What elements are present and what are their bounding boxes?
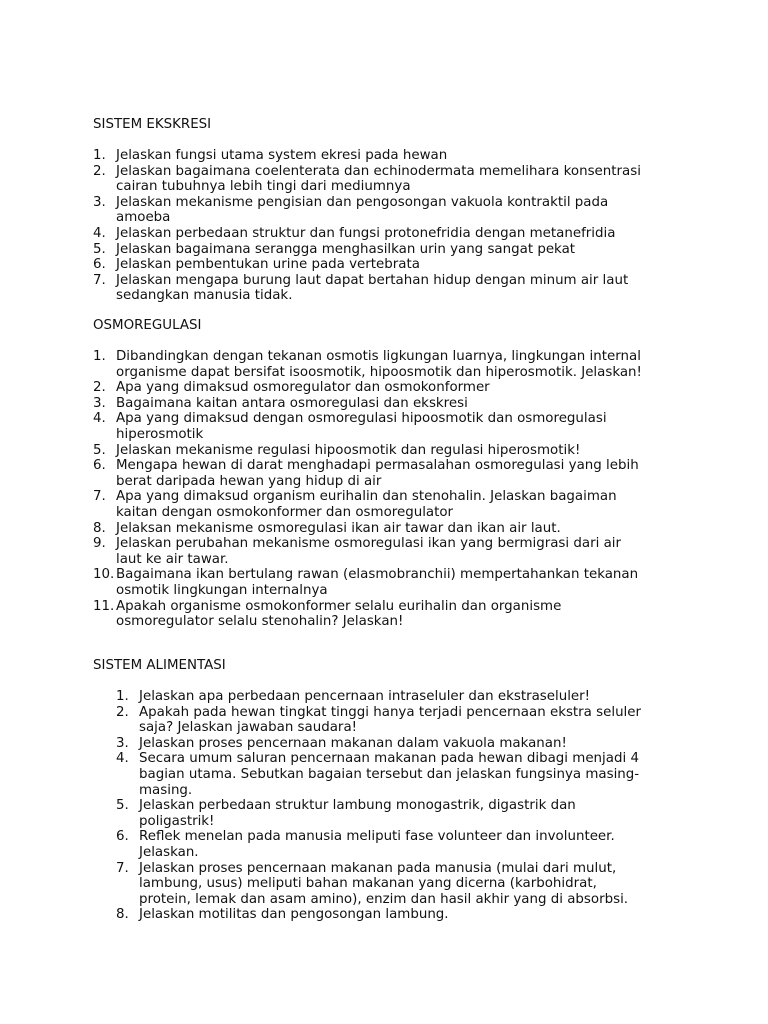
item-text-line: saja? Jelaskan jawaban saudara! — [139, 720, 358, 736]
item-text — [139, 861, 676, 908]
item-number: 7. — [93, 489, 106, 505]
list-item — [116, 861, 676, 908]
section-title-osmoregulasi: OSMOREGULASI — [93, 318, 202, 333]
item-text-line: lambung, usus) meliputi bahan makanan yang dicerna (karbohidrat, — [139, 876, 597, 892]
item-text-line: Jelaskan perbedaan struktur lambung monogastrik, digastrik dan — [139, 798, 576, 814]
item-text-line: laut ke air tawar. — [116, 551, 229, 567]
item-text — [116, 242, 693, 258]
item-text — [116, 443, 693, 459]
item-text-line: Apakah pada hewan tingkat tinggi hanya terjadi pencernaan ekstra seluler — [139, 704, 642, 720]
item-number: 4. — [93, 411, 106, 427]
list-item — [116, 751, 676, 798]
item-text — [116, 380, 693, 396]
item-text-line: Apa yang dimaksud organism eurihalin dan stenohalin. Jelaskan bagaiman — [116, 489, 617, 505]
item-text-line: Dibandingkan dengan tekanan osmotis ligkungan luarnya, lingkungan internal — [116, 349, 641, 364]
item-text-line: Jelaskan mekanisme pengisian dan pengosongan vakuola kontraktil pada — [116, 194, 609, 210]
list-item — [93, 273, 693, 304]
item-text-line: Jelaskan apa perbedaan pencernaan intraseluler dan ekstraseluler! — [139, 689, 591, 704]
item-number: 1. — [93, 349, 106, 364]
item-text-line: Apakah organisme osmokonformer selalu eurihalin dan organisme — [116, 598, 562, 614]
list-item — [93, 380, 693, 396]
item-text-line: Jelaskan bagaimana serangga menghasilkan urin yang sangat pekat — [116, 241, 576, 257]
item-text-line: protein, lemak dan asam amino), enzim dan hasil akhir yang di absorbsi. — [139, 891, 629, 907]
item-text — [116, 567, 693, 598]
list-item — [93, 458, 693, 489]
list-item — [93, 164, 693, 195]
item-text — [116, 226, 693, 242]
item-number: 7. — [116, 860, 129, 876]
item-text-line: Mengapa hewan di darat menghadapi permasalahan osmoregulasi yang lebih — [116, 458, 639, 474]
item-number: 5. — [116, 798, 129, 814]
item-text — [116, 257, 693, 273]
item-number: 9. — [93, 536, 106, 552]
list-item — [116, 689, 676, 705]
item-number: 2. — [116, 704, 129, 720]
item-number: 8. — [93, 520, 106, 536]
item-number: 11. — [93, 598, 115, 614]
item-text-line: Jelaskan motilitas dan pengosongan lambung. — [139, 907, 449, 923]
item-text — [139, 689, 676, 705]
list-item — [93, 349, 693, 380]
item-text-line: Reflek menelan pada manusia meliputi fase volunteer dan involunteer. — [139, 829, 615, 845]
item-text-line: Jelaskan mekanisme regulasi hipoosmotik dan regulasi hiperosmotik! — [116, 442, 581, 458]
item-text-line: sedangkan manusia tidak. — [116, 288, 293, 304]
item-number: 3. — [93, 395, 106, 411]
list-item — [93, 521, 693, 537]
item-text — [139, 907, 676, 923]
list-item — [116, 798, 676, 829]
list-item — [93, 195, 693, 226]
item-text — [116, 195, 693, 226]
item-text-line: kaitan dengan osmokonformer dan osmoregulator — [116, 504, 454, 520]
item-text — [116, 148, 693, 164]
item-number: 10. — [93, 567, 115, 583]
item-text-line: osmoregulator selalu stenohalin? Jelaskan! — [116, 614, 404, 630]
item-text — [139, 829, 676, 860]
item-text-line: Jelaskan fungsi utama system ekresi pada hewan — [116, 148, 448, 163]
item-text-line: Jelaskan bagaimana coelenterata dan echinodermata memelihara konsentrasi — [116, 163, 641, 179]
list-item — [93, 536, 693, 567]
item-number: 7. — [93, 272, 106, 288]
item-number: 4. — [116, 751, 129, 767]
item-number: 5. — [93, 442, 106, 458]
item-number: 5. — [93, 241, 106, 257]
item-text — [116, 536, 693, 567]
list-item — [93, 567, 693, 598]
item-text-line: hiperosmotik — [116, 426, 204, 442]
section-title-alimentasi: SISTEM ALIMENTASI — [93, 658, 226, 673]
item-text-line: Jelaskan perubahan mekanisme osmoregulasi ikan yang bermigrasi dari air — [116, 536, 621, 552]
item-text-line: berat daripada hewan yang hidup di air — [116, 473, 382, 489]
item-number: 2. — [93, 380, 106, 396]
item-number: 2. — [93, 163, 106, 179]
item-text — [139, 705, 676, 736]
item-text-line: Jelaskan mengapa burung laut dapat bertahan hidup dengan minum air laut — [116, 272, 629, 288]
list-item — [93, 489, 693, 520]
item-text-line: Secara umum saluran pencernaan makanan pada hewan dibagi menjadi 4 — [139, 751, 639, 767]
item-text — [116, 458, 693, 489]
item-text-line: Jelaksan mekanisme osmoregulasi ikan air tawar dan ikan air laut. — [116, 520, 561, 536]
item-text-line: masing. — [139, 782, 193, 798]
item-text — [116, 164, 693, 195]
item-text-line: Jelaskan. — [139, 844, 199, 860]
question-list-osmoregulasi — [93, 349, 693, 630]
item-text-line: cairan tubuhnya lebih tingi dari mediumnya — [116, 179, 411, 195]
item-text-line: Apa yang dimaksud dengan osmoregulasi hipoosmotik dan osmoregulasi — [116, 411, 607, 427]
item-text-line: amoeba — [116, 210, 171, 226]
list-item — [93, 599, 693, 630]
item-text-line: poligastrik! — [139, 813, 215, 829]
item-number: 8. — [116, 907, 129, 923]
question-list-alimentasi — [116, 689, 676, 923]
item-number: 3. — [116, 735, 129, 751]
item-text — [116, 273, 693, 304]
list-item — [116, 705, 676, 736]
item-text — [116, 396, 693, 412]
item-number: 6. — [116, 829, 129, 845]
item-text-line: osmotik lingkungan internalnya — [116, 582, 328, 598]
item-text-line: Jelaskan perbedaan struktur dan fungsi protonefridia dengan metanefridia — [116, 225, 616, 241]
item-text-line: Jelaskan pembentukan urine pada vertebrata — [116, 257, 420, 273]
item-number: 3. — [93, 194, 106, 210]
item-number: 1. — [116, 689, 129, 704]
list-item — [93, 396, 693, 412]
item-number: 6. — [93, 458, 106, 474]
section-title-ekskresi: SISTEM EKSKRESI — [93, 117, 212, 132]
item-text — [116, 521, 693, 537]
item-text — [116, 599, 693, 630]
list-item — [93, 411, 693, 442]
item-text-line: Jelaskan proses pencernaan makanan dalam vakuola makanan! — [139, 735, 567, 751]
item-text — [116, 411, 693, 442]
item-text — [139, 751, 676, 798]
item-text-line: Bagaimana ikan bertulang rawan (elasmobranchii) mempertahankan tekanan — [116, 567, 639, 583]
item-text-line: organisme dapat bersifat isoosmotik, hipoosmotik dan hiperosmotik. Jelaskan! — [116, 364, 642, 380]
list-item — [93, 257, 693, 273]
question-list-ekskresi — [93, 148, 693, 304]
item-number: 4. — [93, 225, 106, 241]
item-text — [139, 736, 676, 752]
list-item — [93, 148, 693, 164]
list-item — [116, 736, 676, 752]
list-item — [93, 443, 693, 459]
item-text — [116, 489, 693, 520]
item-text — [116, 349, 693, 380]
item-text-line: Apa yang dimaksud osmoregulator dan osmokonformer — [116, 380, 490, 396]
list-item — [93, 226, 693, 242]
list-item — [116, 829, 676, 860]
item-text-line: bagian utama. Sebutkan bagaian tersebut dan jelaskan fungsinya masing- — [139, 766, 640, 782]
item-number: 1. — [93, 148, 106, 163]
item-number: 6. — [93, 257, 106, 273]
item-text-line: Bagaimana kaitan antara osmoregulasi dan ekskresi — [116, 395, 468, 411]
item-text-line: Jelaskan proses pencernaan makanan pada manusia (mulai dari mulut, — [139, 860, 617, 876]
item-text — [139, 798, 676, 829]
list-item — [93, 242, 693, 258]
list-item — [116, 907, 676, 923]
